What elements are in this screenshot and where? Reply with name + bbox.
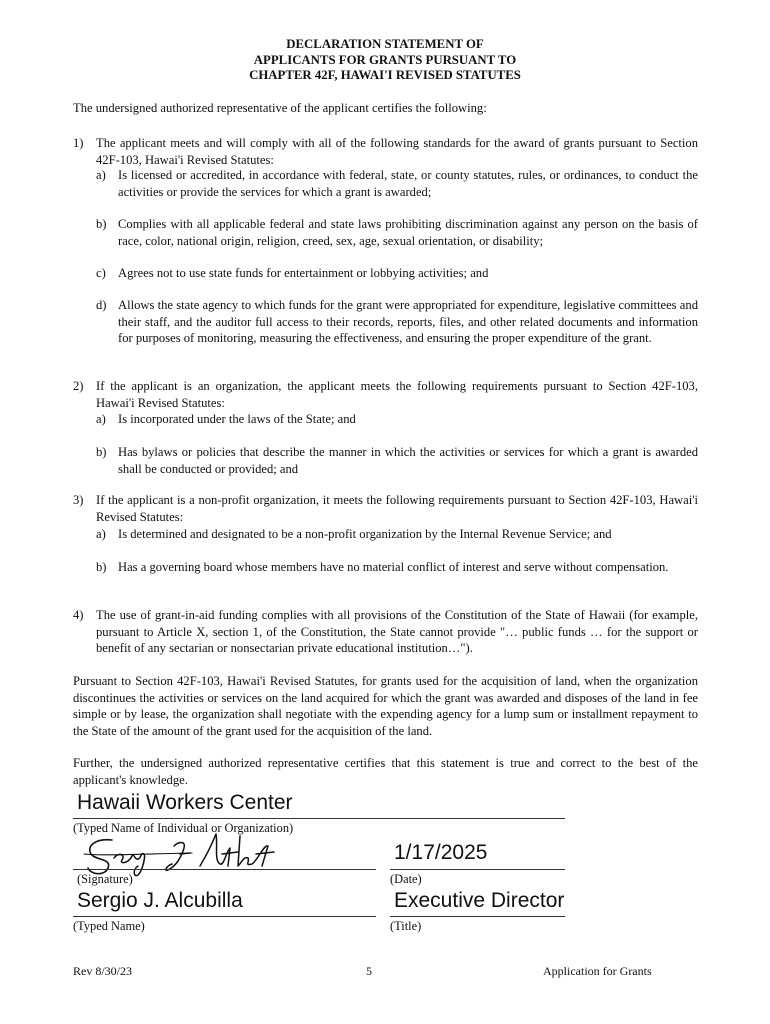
certification-paragraph: Further, the undersigned authorized representative certifies that this statement is true and correct to the best of the applicant's knowledge. (73, 756, 698, 787)
item-1 (73, 135, 698, 168)
item-number: 1) (73, 136, 84, 150)
title-line (390, 916, 565, 917)
sub-item-letter: a) (96, 412, 106, 426)
signature-caption: (Signature) (77, 872, 133, 886)
item-number: 4) (73, 608, 84, 622)
title-line-3: CHAPTER 42F, HAWAI'I REVISED STATUTES (249, 68, 521, 82)
item-1a (96, 167, 698, 200)
typed-name-value: Sergio J. Alcubilla (77, 889, 243, 912)
sub-item-text: Is determined and designated to be a non-profit organization by the Internal Revenue Service; and (118, 527, 612, 541)
item-1b (96, 216, 698, 249)
title-line-1: DECLARATION STATEMENT OF (286, 37, 484, 51)
sub-item-text: Is licensed or accredited, in accordance with federal, state, or county statutes, rules, or ordinances, to conduct the activities or provide the services for which a grant is awarded; (118, 168, 698, 199)
sub-item-letter: b) (96, 217, 107, 231)
land-acquisition-paragraph: Pursuant to Section 42F-103, Hawai'i Revised Statutes, for grants used for the acquisition of land, when the organization discontinues the activities or services on the land acquired for which the grant was awarded and disposes of the land in fee simple or by lease, the organization shall negotiate with the expending agency for a lump sum or installment repayment to the State of the amount of the grant used for the acquisition of the land. (73, 674, 698, 738)
footer-revision: Rev 8/30/23 (73, 964, 132, 978)
item-text: If the applicant is an organization, the applicant meets the following requirements pursuant to Section 42F-103, Hawai'i Revised Statutes: (96, 379, 698, 410)
item-number: 2) (73, 379, 84, 393)
date-caption: (Date) (390, 872, 422, 886)
sub-item-text: Complies with all applicable federal and state laws prohibiting discrimination against any person on the basis of race, color, national origin, religion, creed, sex, age, sexual orientation, or disability; (118, 217, 698, 248)
organization-name-value: Hawaii Workers Center (77, 791, 293, 814)
sub-item-letter: c) (96, 266, 106, 280)
sub-item-letter: b) (96, 560, 107, 574)
date-line (390, 869, 565, 870)
item-4 (73, 607, 698, 657)
title-line-2: APPLICANTS FOR GRANTS PURSUANT TO (253, 52, 517, 67)
item-3a (96, 526, 698, 543)
item-3b (96, 559, 698, 576)
item-3 (73, 492, 698, 525)
item-text: The applicant meets and will comply with all of the following standards for the award of grants pursuant to Section 42F-103, Hawai'i Revised Statutes: (96, 136, 698, 167)
item-1d (96, 297, 698, 347)
sub-item-text: Agrees not to use state funds for entertainment or lobbying activities; and (118, 266, 489, 280)
item-text: The use of grant-in-aid funding complies with all provisions of the Constitution of the State of Hawaii (for example, pursuant to Article X, section 1, of the Constitution, the State cannot provide "… public funds … for the support or benefit of any sectarian or nonsectarian private educational institution…"). (96, 608, 698, 656)
sub-item-letter: d) (96, 298, 107, 312)
typed-name-line (73, 916, 376, 917)
sub-item-letter: a) (96, 527, 106, 541)
sub-item-letter: a) (96, 168, 106, 182)
item-2a (96, 411, 698, 428)
organization-name-caption: (Typed Name of Individual or Organization) (73, 821, 294, 835)
sub-item-text: Has a governing board whose members have no material conflict of interest and serve without compensation. (118, 560, 669, 574)
footer-form-name: Application for Grants (543, 964, 652, 978)
item-2 (73, 378, 698, 411)
date-value: 1/17/2025 (394, 841, 488, 864)
sub-item-text: Is incorporated under the laws of the State; and (118, 412, 356, 426)
sub-item-text: Allows the state agency to which funds for the grant were appropriated for expenditure, legislative committees and their staff, and the auditor full access to their records, reports, files, and other related documents and information for purposes of monitoring, measuring the effectiveness, and ensuring the proper expenditure of the grant. (118, 298, 698, 346)
footer-page-number: 5 (366, 964, 372, 978)
title-value: Executive Director (394, 889, 565, 912)
item-text: If the applicant is a non-profit organization, it meets the following requirements pursuant to Section 42F-103, Hawai'i Revised Statutes: (96, 493, 698, 524)
item-number: 3) (73, 493, 84, 507)
item-2b (96, 444, 698, 477)
title-caption: (Title) (390, 919, 422, 933)
item-1c (96, 265, 698, 282)
signature-line (73, 869, 376, 870)
typed-name-caption: (Typed Name) (73, 919, 145, 933)
organization-name-line (73, 818, 565, 819)
intro-paragraph: The undersigned authorized representative of the applicant certifies the following: (73, 101, 487, 115)
sub-item-letter: b) (96, 445, 107, 459)
sub-item-text: Has bylaws or policies that describe the manner in which the activities or services for which a grant is awarded shall be conducted or provided; and (118, 445, 698, 476)
document-title (0, 37, 770, 84)
